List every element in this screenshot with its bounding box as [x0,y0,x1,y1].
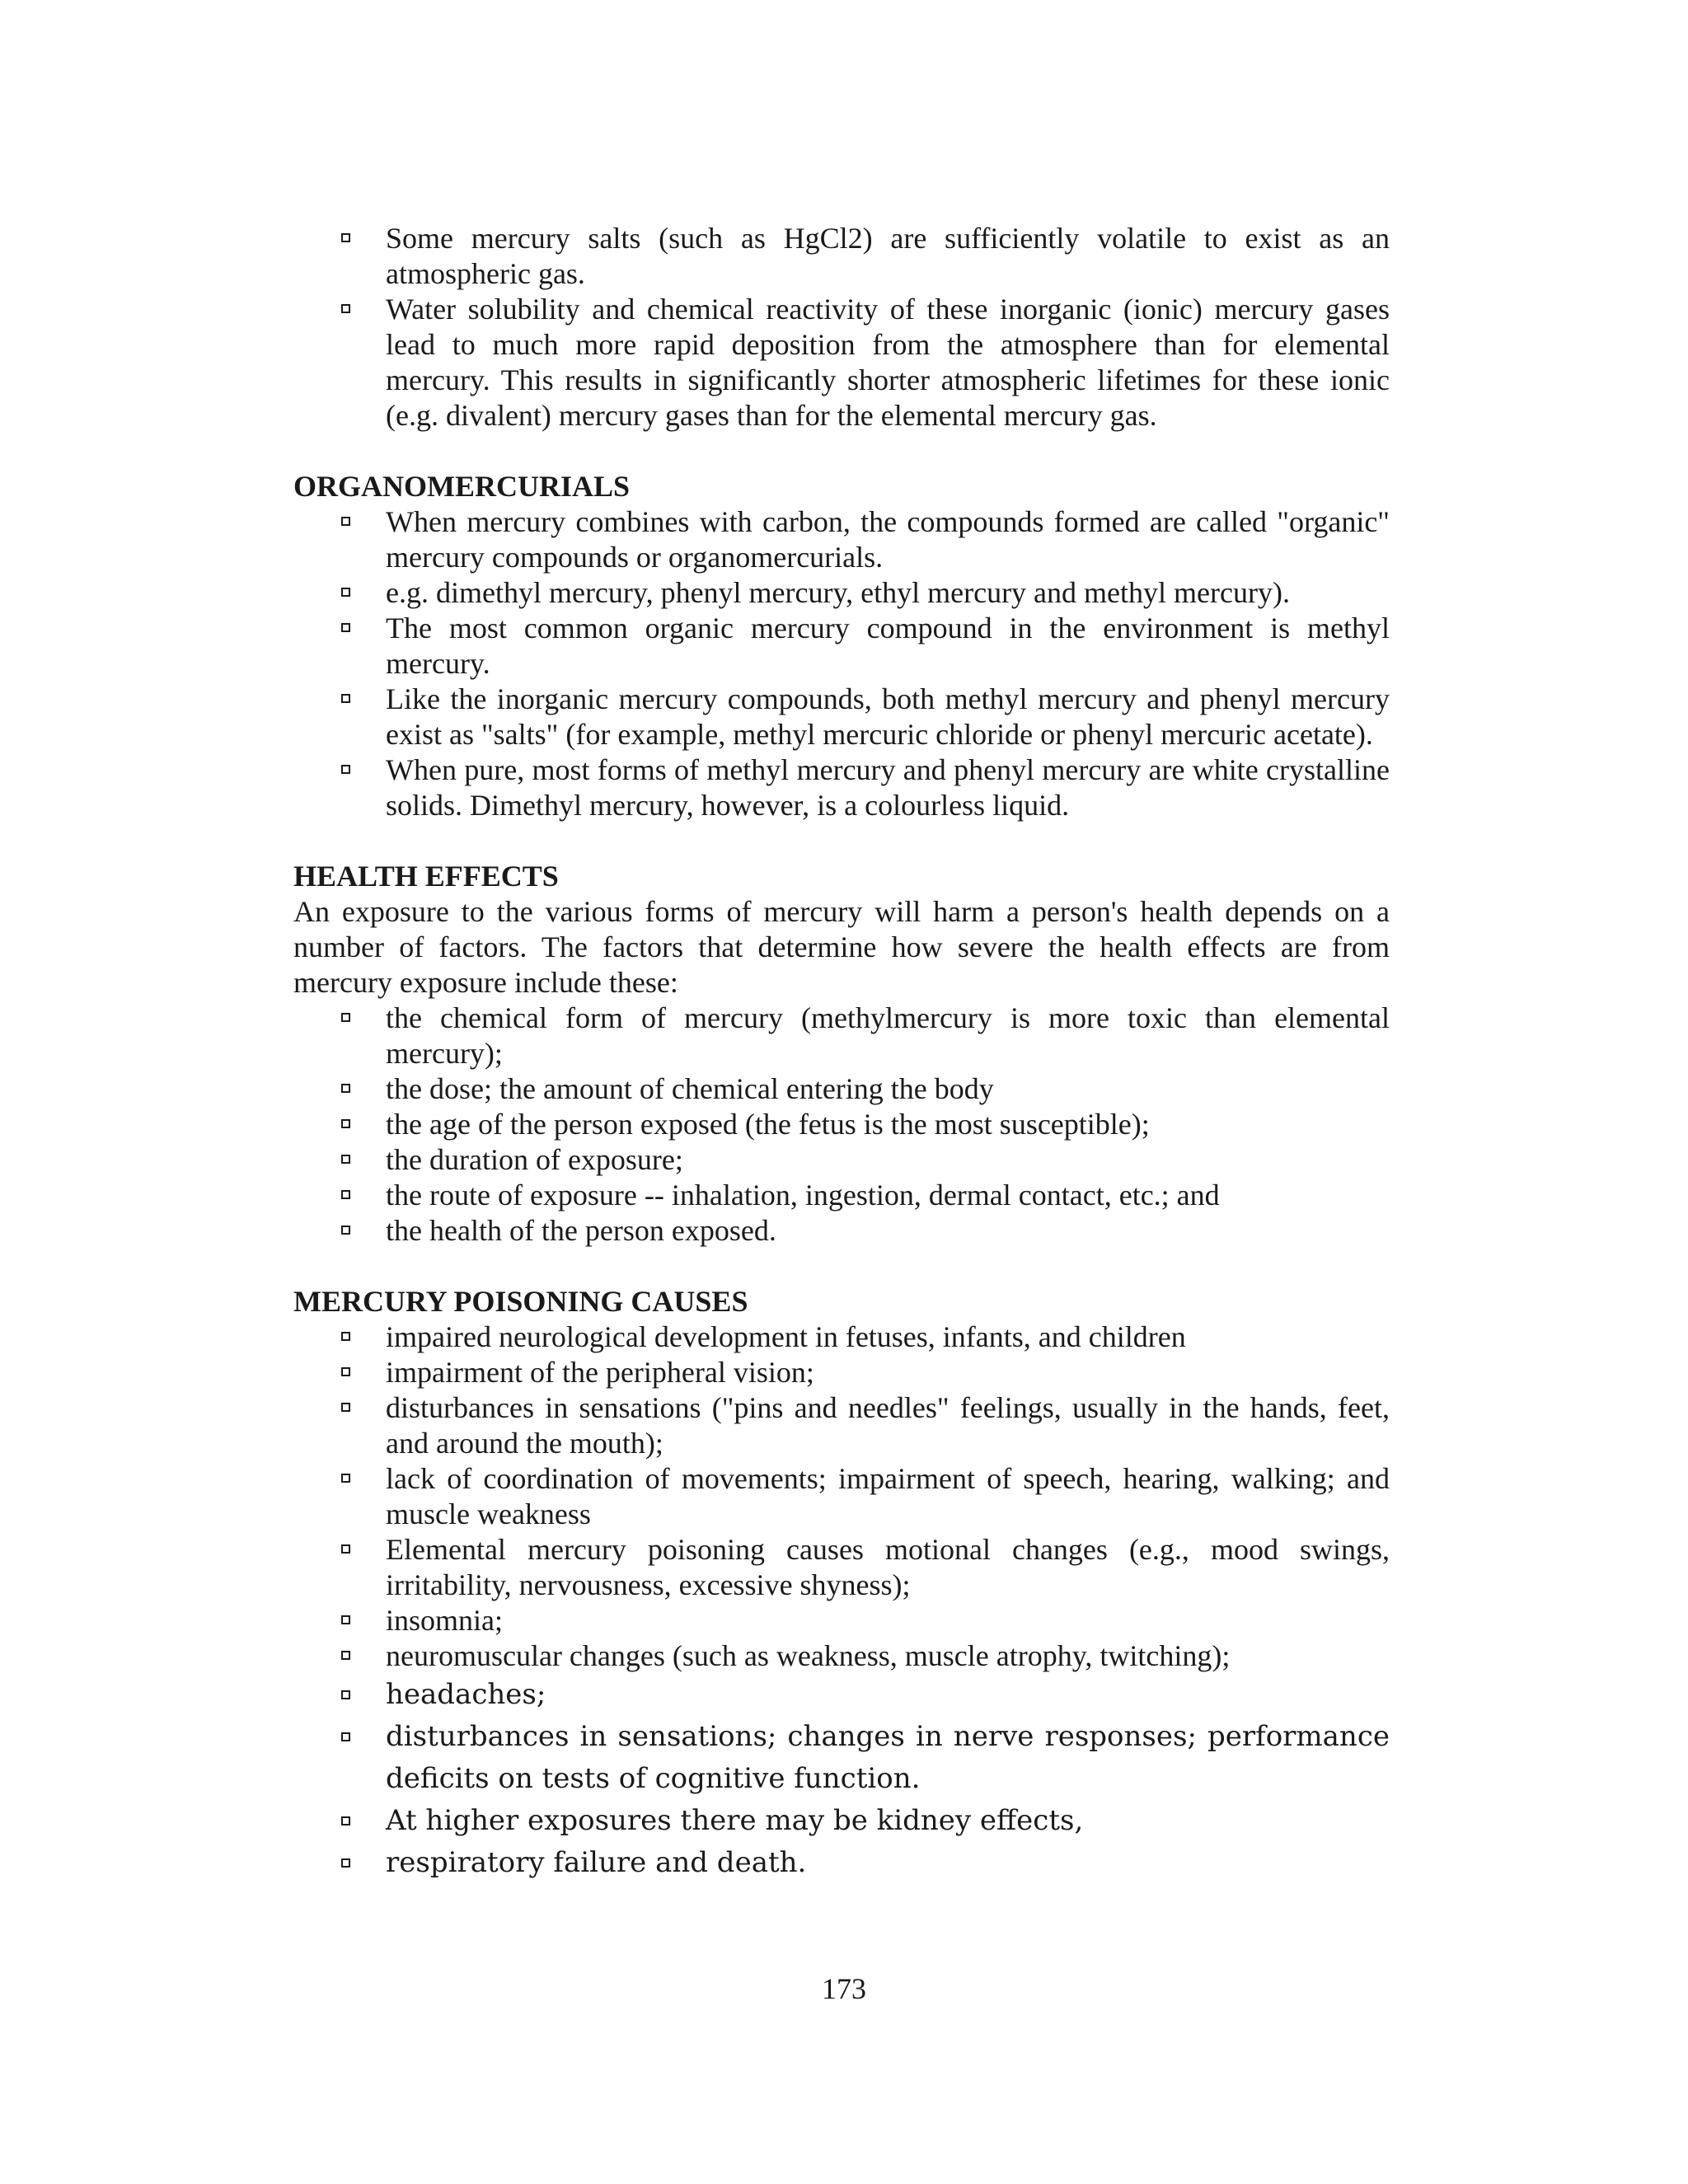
list-item: the route of exposure -- inhalation, ingestion, dermal contact, etc.; and [293,1178,1390,1213]
checkbox-bullet-icon [341,304,350,313]
list-item: headaches; [293,1674,1390,1716]
checkbox-bullet-icon [341,1690,350,1699]
list-item: the age of the person exposed (the fetus is the most susceptible); [293,1107,1390,1142]
checkbox-bullet-icon [341,694,350,703]
checkbox-bullet-icon [341,1403,350,1412]
checkbox-bullet-icon [341,1858,350,1868]
list-item: When mercury combines with carbon, the compounds formed are called "organic" mercury compounds or organomercurials. [293,504,1390,575]
document-page [293,221,1390,1884]
list-item: Elemental mercury poisoning causes motional changes (e.g., mood swings, irritability, nervousness, excessive shyness); [293,1532,1390,1603]
poisoning-causes-list [293,1319,1390,1884]
poisoning-causes-heading: MERCURY POISONING CAUSES [293,1285,748,1318]
list-item: neuromuscular changes (such as weakness, muscle atrophy, twitching); [293,1638,1390,1674]
checkbox-bullet-icon [341,1367,350,1376]
list-item: respiratory failure and death. [293,1842,1390,1884]
list-item: insomnia; [293,1603,1390,1638]
list-item: When pure, most forms of methyl mercury and phenyl mercury are white crystalline solids. Dimethyl mercury, however, is a colourless liquid. [293,752,1390,823]
list-item: the dose; the amount of chemical entering the body [293,1071,1390,1107]
list-item: Water solubility and chemical reactivity of these inorganic (ionic) mercury gases lead to much more rapid deposition from the atmosphere than for elemental mercury. This results in significantly shorter atmospheric lifetimes for these ionic (e.g. divalent) mercury gases than for the elemental mercury gas. [293,292,1390,434]
checkbox-bullet-icon [341,1226,350,1235]
list-item: the health of the person exposed. [293,1213,1390,1249]
checkbox-bullet-icon [341,517,350,526]
health-effects-list [293,1001,1390,1249]
checkbox-bullet-icon [341,1013,350,1022]
organomercurials-heading: ORGANOMERCURIALS [293,470,631,503]
list-item: Some mercury salts (such as HgCl2) are sufficiently volatile to exist as an atmospheric gas. [293,221,1390,292]
checkbox-bullet-icon [341,233,350,242]
checkbox-bullet-icon [341,588,350,597]
health-effects-heading: HEALTH EFFECTS [293,860,559,893]
list-item: The most common organic mercury compound in the environment is methyl mercury. [293,611,1390,682]
list-item: the chemical form of mercury (methylmercury is more toxic than elemental mercury); [293,1001,1390,1071]
list-item: e.g. dimethyl mercury, phenyl mercury, ethyl mercury and methyl mercury). [293,575,1390,611]
checkbox-bullet-icon [341,623,350,632]
list-item: Like the inorganic mercury compounds, both methyl mercury and phenyl mercury exist as "salts" (for example, methyl mercuric chloride or phenyl mercuric acetate). [293,682,1390,752]
organomercurials-list [293,504,1390,823]
checkbox-bullet-icon [341,1651,350,1660]
health-effects-paragraph: An exposure to the various forms of mercury will harm a person's health depends on a number of factors. The factors that determine how severe the health effects are from mercury exposure include these: [293,895,1390,999]
page-number: 173 [822,1972,866,2005]
list-item: impaired neurological development in fetuses, infants, and children [293,1319,1390,1355]
checkbox-bullet-icon [341,1332,350,1341]
list-item: At higher exposures there may be kidney effects, [293,1800,1390,1842]
list-item: lack of coordination of movements; impairment of speech, hearing, walking; and muscle weakness [293,1461,1390,1532]
list-item: disturbances in sensations; changes in nerve responses; performance deficits on tests of cognitive function. [293,1716,1390,1800]
checkbox-bullet-icon [341,1544,350,1554]
checkbox-bullet-icon [341,1816,350,1825]
checkbox-bullet-icon [341,1474,350,1483]
checkbox-bullet-icon [341,1155,350,1164]
intro-list [293,221,1390,434]
checkbox-bullet-icon [341,1732,350,1741]
checkbox-bullet-icon [341,1615,350,1624]
list-item: disturbances in sensations ("pins and needles" feelings, usually in the hands, feet, and around the mouth); [293,1390,1390,1461]
list-item: the duration of exposure; [293,1142,1390,1178]
checkbox-bullet-icon [341,1084,350,1093]
checkbox-bullet-icon [341,765,350,774]
list-item: impairment of the peripheral vision; [293,1355,1390,1390]
checkbox-bullet-icon [341,1190,350,1199]
checkbox-bullet-icon [341,1119,350,1128]
